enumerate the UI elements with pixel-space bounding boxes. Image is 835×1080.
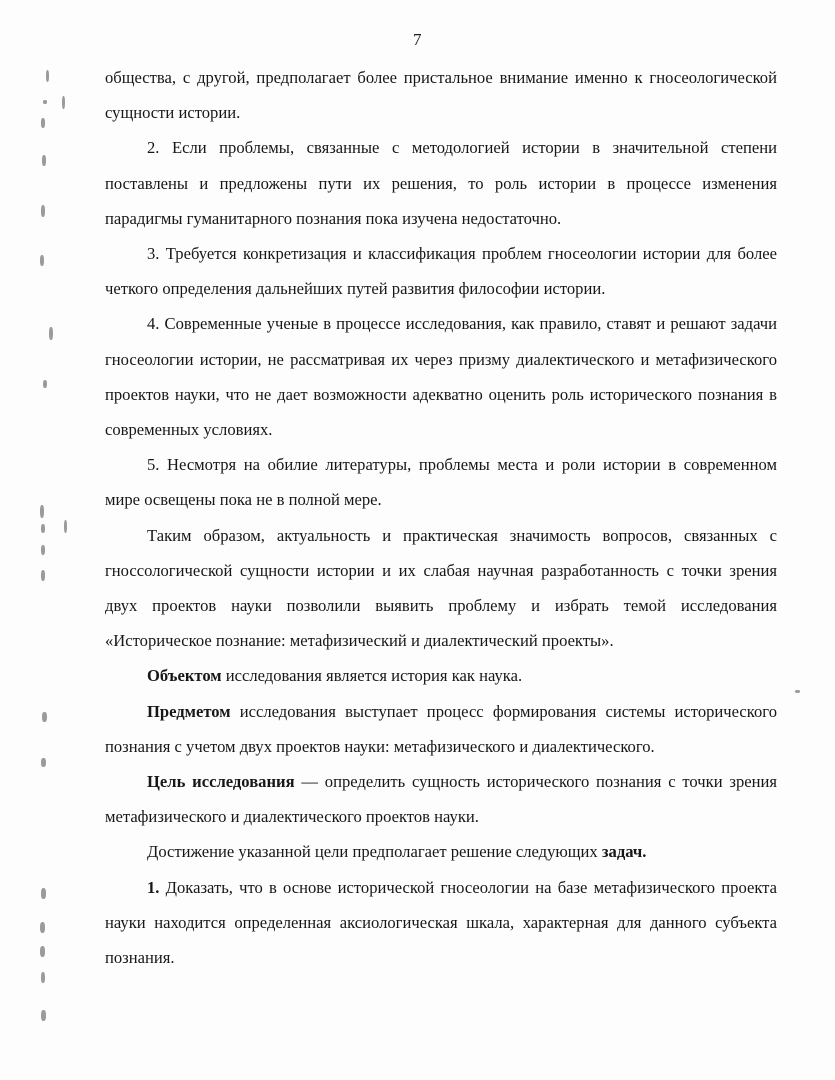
scan-artifact (40, 255, 44, 266)
scan-artifact (49, 327, 53, 340)
emphasis-text: Объектом (147, 666, 222, 686)
text-run: общества, с другой, предполагает более пристальное внимание именно к гносеологической сущности истории. (105, 68, 777, 123)
text-run: исследования выступает процесс формирования системы исторического познания с учетом двух проектов науки: метафизического и диалектического. (105, 701, 777, 756)
paragraph (105, 658, 777, 693)
paragraph (105, 834, 777, 869)
scan-artifact (41, 1010, 46, 1021)
paragraph (105, 870, 777, 976)
scan-artifact (42, 712, 47, 722)
paragraph (105, 236, 777, 306)
text-run: 5. Несмотря на обилие литературы, проблемы места и роли истории в современном мире освещены пока не в полной мере. (105, 455, 777, 510)
scan-artifact (43, 100, 47, 104)
scan-artifact (43, 380, 47, 388)
paragraph (105, 60, 777, 130)
emphasis-text: Цель исследования (147, 772, 295, 792)
scan-artifact (41, 205, 45, 217)
scan-artifact (46, 70, 49, 82)
paragraph (105, 130, 777, 236)
paragraph (105, 764, 777, 834)
scan-artifact (64, 520, 67, 533)
paragraph (105, 518, 777, 659)
scan-artifact (41, 570, 45, 581)
scan-artifact (41, 888, 46, 899)
emphasis-text: Предметом (147, 701, 231, 721)
scan-artifact (41, 545, 45, 555)
scan-artifact (40, 946, 45, 957)
text-run: исследования является история как наука. (221, 666, 523, 686)
scan-artifact (41, 972, 45, 983)
page-number: 7 (413, 30, 422, 49)
scan-artifact (42, 155, 46, 166)
text-run: 3. Требуется конкретизация и классификация проблем гносеологии истории для более четкого определения дальнейших путей развития философии истории. (105, 244, 777, 299)
scan-artifact (41, 758, 46, 767)
emphasis-text: задач. (601, 842, 647, 862)
paragraph (105, 694, 777, 764)
text-run: — определить сущность исторического познания с точки зрения метафизического и диалектического проектов науки. (105, 772, 778, 827)
scan-artifact (41, 118, 45, 128)
paragraph (105, 306, 777, 447)
scan-artifact (41, 524, 45, 533)
scan-artifact (40, 922, 45, 933)
text-run: Достижение указанной цели предполагает решение следующих (147, 842, 602, 862)
scan-artifact (795, 690, 800, 693)
text-run: 2. Если проблемы, связанные с методологией истории в значительной степени поставлены и предложены пути их решения, то роль истории в процессе изменения парадигмы гуманитарного познания пока изучена недостаточно. (105, 138, 777, 228)
paragraph (105, 447, 777, 517)
document-body (105, 60, 777, 975)
text-run: Таким образом, актуальность и практическая значимость вопросов, связанных с гноссологической сущности истории и их слабая научная разработанность с точки зрения двух проектов науки позволили выявить проблему и избрать темой исследования «Историческое познание: метафизический и диалектический проекты». (105, 525, 777, 651)
text-run: Доказать, что в основе исторической гносеологии на базе метафизического проекта науки находится определенная аксиологическая шкала, характерная для данного субъекта познания. (105, 877, 777, 968)
scan-artifact (62, 96, 65, 109)
scan-artifact (40, 505, 44, 518)
emphasis-text: 1. (147, 877, 160, 897)
text-run: 4. Современные ученые в процессе исследования, как правило, ставят и решают задачи гносеологии истории, не рассматривая их через призму диалектического и метафизического проектов науки, что не дает возможности адекватно оценить роль исторического познания в современных условиях. (105, 314, 777, 440)
